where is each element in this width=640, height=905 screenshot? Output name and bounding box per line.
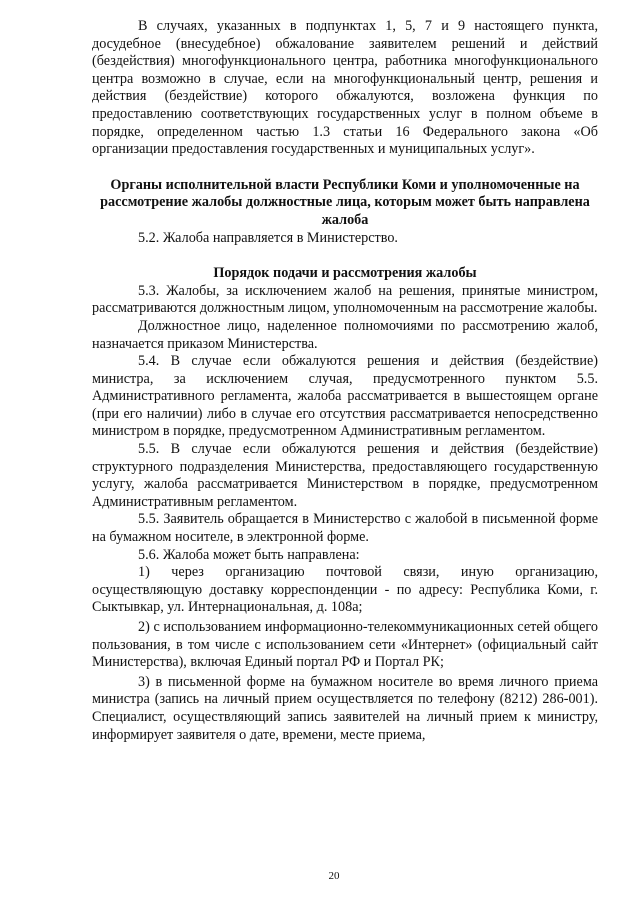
paragraph-mfc-appeal: В случаях, указанных в подпунктах 1, 5, 7 и 9 настоящего пункта, досудебное (внесудебное) обжалование заявителем решений и действий (бездействия) многофункционального центра, работника многофункционального центра возможно в случае, если на многофункциональный центр, решения и действия (бездействие) которого обжалуются, возложена функция по предоставлению соответствующих государственных услуг в полном объеме в порядке, определенном частью 1.3 статьи 16 Федерального закона «Об организации предоставления государственных и муниципальных услуг». xyxy=(92,18,598,158)
paragraph-5-5-applicant: 5.5. Заявитель обращается в Министерство с жалобой в письменной форме на бумажном носителе, в электронной форме. xyxy=(92,511,598,546)
list-item-postal: 1) через организацию почтовой связи, иную организацию, осуществляющую доставку корреспонденции - по адресу: Республика Коми, г. Сыктывкар, ул. Интернациональная, д. 108а; xyxy=(92,564,598,616)
spacer xyxy=(92,247,598,265)
section-heading-procedure: Порядок подачи и рассмотрения жалобы xyxy=(213,265,477,282)
page-number: 20 xyxy=(328,870,340,882)
paragraph-5-5-structural: 5.5. В случае если обжалуются решения и действия (бездействие) структурного подразделения Министерства, предоставляющего государственную услугу, жалоба рассматривается Министерством в порядке, предусмотренном Административным регламентом. xyxy=(92,441,598,510)
paragraph-5-4: 5.4. В случае если обжалуются решения и действия (бездействие) министра, за исключением случая, предусмотренного пунктом 5.5. Административного регламента, жалоба рассматривается в вышестоящем органе (при его наличии) либо в случае его отсутствия рассматривается непосредственно министром в порядке, предусмотренном Административным регламентом. xyxy=(92,353,598,440)
paragraph-5-3: 5.3. Жалобы, за исключением жалоб на решения, принятые министром, рассматриваются должностным лицом, уполномоченным на рассмотрение жалобы. xyxy=(92,282,598,317)
paragraph-official-appointment: Должностное лицо, наделенное полномочиями по рассмотрению жалоб, назначается приказом Министерства. xyxy=(92,317,598,352)
spacer xyxy=(92,159,598,177)
paragraph-5-2: 5.2. Жалоба направляется в Министерство. xyxy=(138,229,398,246)
document-page xyxy=(92,18,598,744)
paragraph-5-6: 5.6. Жалоба может быть направлена: xyxy=(138,546,360,563)
list-item-internet: 2) с использованием информационно-телекоммуникационных сетей общего пользования, в том числе с использованием сети «Интернет» (официальный сайт Министерства), включая Единый портал РФ и Портал РК; xyxy=(92,619,598,671)
list-item-personal-reception: 3) в письменной форме на бумажном носителе во время личного приема министра (запись на личный прием осуществляется по телефону (8212) 286-001). Специалист, осуществляющий запись заявителей на личный прием к министру, информирует заявителя о дате, времени, месте приема, xyxy=(92,673,598,743)
section-heading-authorities: Органы исполнительной власти Республики Коми и уполномоченные на рассмотрение жалобы должностные лица, которым может быть направлена жалоба xyxy=(100,176,590,228)
